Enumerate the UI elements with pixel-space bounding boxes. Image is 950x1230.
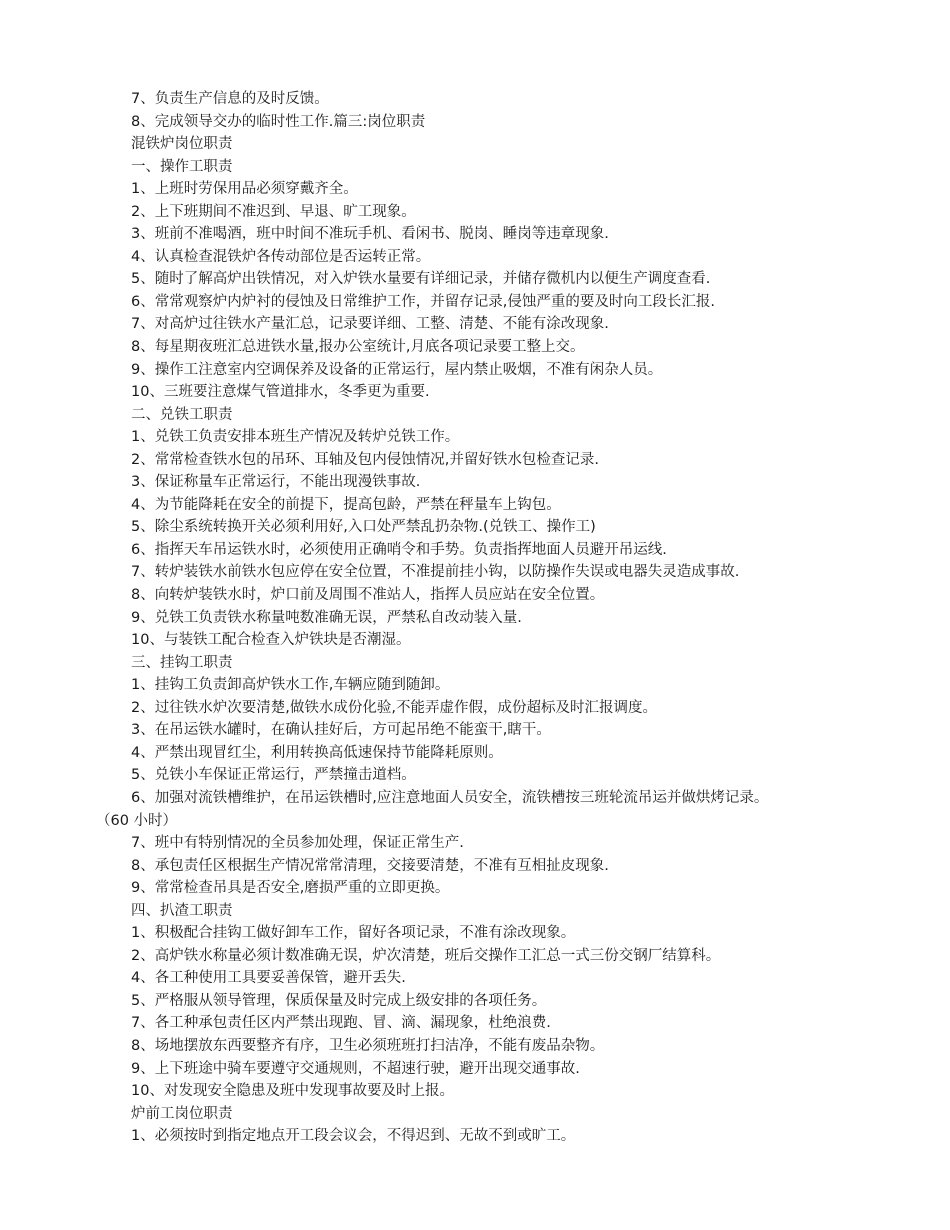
text-line: 8、每星期夜班汇总进铁水量,报办公室统计,月底各项记录要工整上交。: [131, 339, 585, 356]
text-line: 7、负责生产信息的及时反馈。: [131, 91, 329, 107]
text-line: 7、各工种承包责任区内严禁出现跑、冒、滴、漏现象，杜绝浪费.: [131, 1015, 551, 1032]
text-line: 2、过往铁水炉次要清楚,做铁水成份化验,不能弄虚作假，成份超标及时汇报调度。: [131, 699, 657, 716]
text-line: 5、严格服从领导管理，保质保量及时完成上级安排的各项任务。: [131, 992, 547, 1009]
text-line: 8、向转炉装铁水时，炉口前及周围不准站人，指挥人员应站在安全位置。: [131, 587, 605, 604]
text-line: （60 小时）: [96, 812, 178, 829]
text-line: 4、为节能降耗在安全的前提下，提高包龄，严禁在秤量车上钩包。: [131, 496, 561, 513]
text-line: 3、在吊运铁水罐时，在确认挂好后，方可起吊绝不能蛮干,瞎干。: [131, 722, 551, 739]
text-line: 7、对高炉过往铁水产量汇总，记录要详细、工整、清楚、不能有涂改现象.: [131, 316, 609, 333]
text-line: 10、对发现安全隐患及班中发现事故要及时上报。: [131, 1083, 454, 1100]
text-line: 8、承包责任区根据生产情况常常清理，交接要清楚，不准有互相扯皮现象.: [131, 857, 609, 874]
text-line: 炉前工岗位职责: [131, 1105, 233, 1122]
text-line: 5、随时了解高炉出铁情况，对入炉铁水量要有详细记录，并储存微机内以便生产调度查看.: [131, 271, 711, 288]
text-line: 9、操作工注意室内空调保养及设备的正常运行，屋内禁止吸烟，不准有闲杂人员。: [131, 361, 663, 378]
text-line: 3、班前不准喝酒，班中时间不准玩手机、看闲书、脱岗、睡岗等违章现象.: [131, 226, 609, 243]
text-line: 1、上班时劳保用品必须穿戴齐全。: [131, 181, 358, 198]
text-line: 1、积极配合挂钩工做好卸车工作，留好各项记录，不准有涂改现象。: [131, 925, 576, 942]
text-line: 6、常常观察炉内炉衬的侵蚀及日常维护工作，并留存记录,侵蚀严重的要及时向工段长汇报.: [131, 293, 715, 310]
text-line: 三、挂钩工职责: [131, 654, 233, 671]
text-line: 6、指挥天车吊运铁水时，必须使用正确哨令和手势。负责指挥地面人员避开吊运线.: [131, 541, 667, 558]
text-line: 一、操作工职责: [131, 158, 233, 175]
document-page: [0, 88, 950, 1148]
text-line: 2、高炉铁水称量必须计数准确无误，炉次清楚，班后交操作工汇总一式三份交钢厂结算科。: [131, 947, 721, 964]
text-line: 9、兑铁工负责铁水称量吨数准确无误，严禁私自改动装入量.: [131, 609, 522, 626]
text-line: 混铁炉岗位职责: [131, 136, 233, 153]
text-line: 4、认真检查混铁炉各传动部位是否运转正常。: [131, 248, 431, 265]
text-line: 7、转炉装铁水前铁水包应停在安全位置，不准提前挂小钩，以防操作失误或电器失灵造成事故.: [131, 564, 740, 581]
text-line: 2、上下班期间不准迟到、早退、旷工现象。: [131, 203, 416, 220]
text-line: 10、三班要注意煤气管道排水，冬季更为重要.: [131, 384, 430, 401]
text-line: 1、挂钩工负责卸高炉铁水工作,车辆应随到随卸。: [131, 677, 450, 694]
text-line: 8、完成领导交办的临时性工作.篇三:岗位职责: [131, 113, 426, 130]
text-line: 9、常常检查吊具是否安全,磨损严重的立即更换。: [131, 880, 450, 897]
text-line: 7、班中有特别情况的全员参加处理，保证正常生产.: [131, 835, 464, 852]
text-line: 5、兑铁小车保证正常运行，严禁撞击道档。: [131, 767, 416, 784]
text-line: 9、上下班途中骑车要遵守交通规则，不超速行驶，避开出现交通事故.: [131, 1060, 580, 1077]
text-line: 4、严禁出现冒红尘，利用转换高低速保持节能降耗原则。: [131, 744, 503, 761]
text-line: 6、加强对流铁槽维护，在吊运铁槽时,应注意地面人员安全，流铁槽按三班轮流吊运并做烘烤记录。: [131, 789, 769, 806]
text-line: 二、兑铁工职责: [131, 406, 233, 423]
text-line: 1、必须按时到指定地点开工段会议会，不得迟到、无故不到或旷工。: [131, 1128, 576, 1145]
text-line: 四、扒渣工职责: [131, 902, 233, 919]
text-line: 3、保证称量车正常运行，不能出现漫铁事故.: [131, 474, 421, 491]
text-line: 5、除尘系统转换开关必须利用好,入口处严禁乱扔杂物.(兑铁工、操作工): [131, 519, 596, 536]
text-line: 10、与装铁工配合检查入炉铁块是否潮湿。: [131, 632, 411, 649]
text-line: 4、各工种使用工具要妥善保管，避开丢失.: [131, 970, 406, 987]
text-line: 2、常常检查铁水包的吊环、耳轴及包内侵蚀情况,并留好铁水包检查记录.: [131, 451, 599, 468]
text-line: 1、兑铁工负责安排本班生产情况及转炉兑铁工作。: [131, 429, 460, 446]
text-line: 8、场地摆放东西要整齐有序，卫生必须班班打扫洁净，不能有废品杂物。: [131, 1037, 605, 1054]
